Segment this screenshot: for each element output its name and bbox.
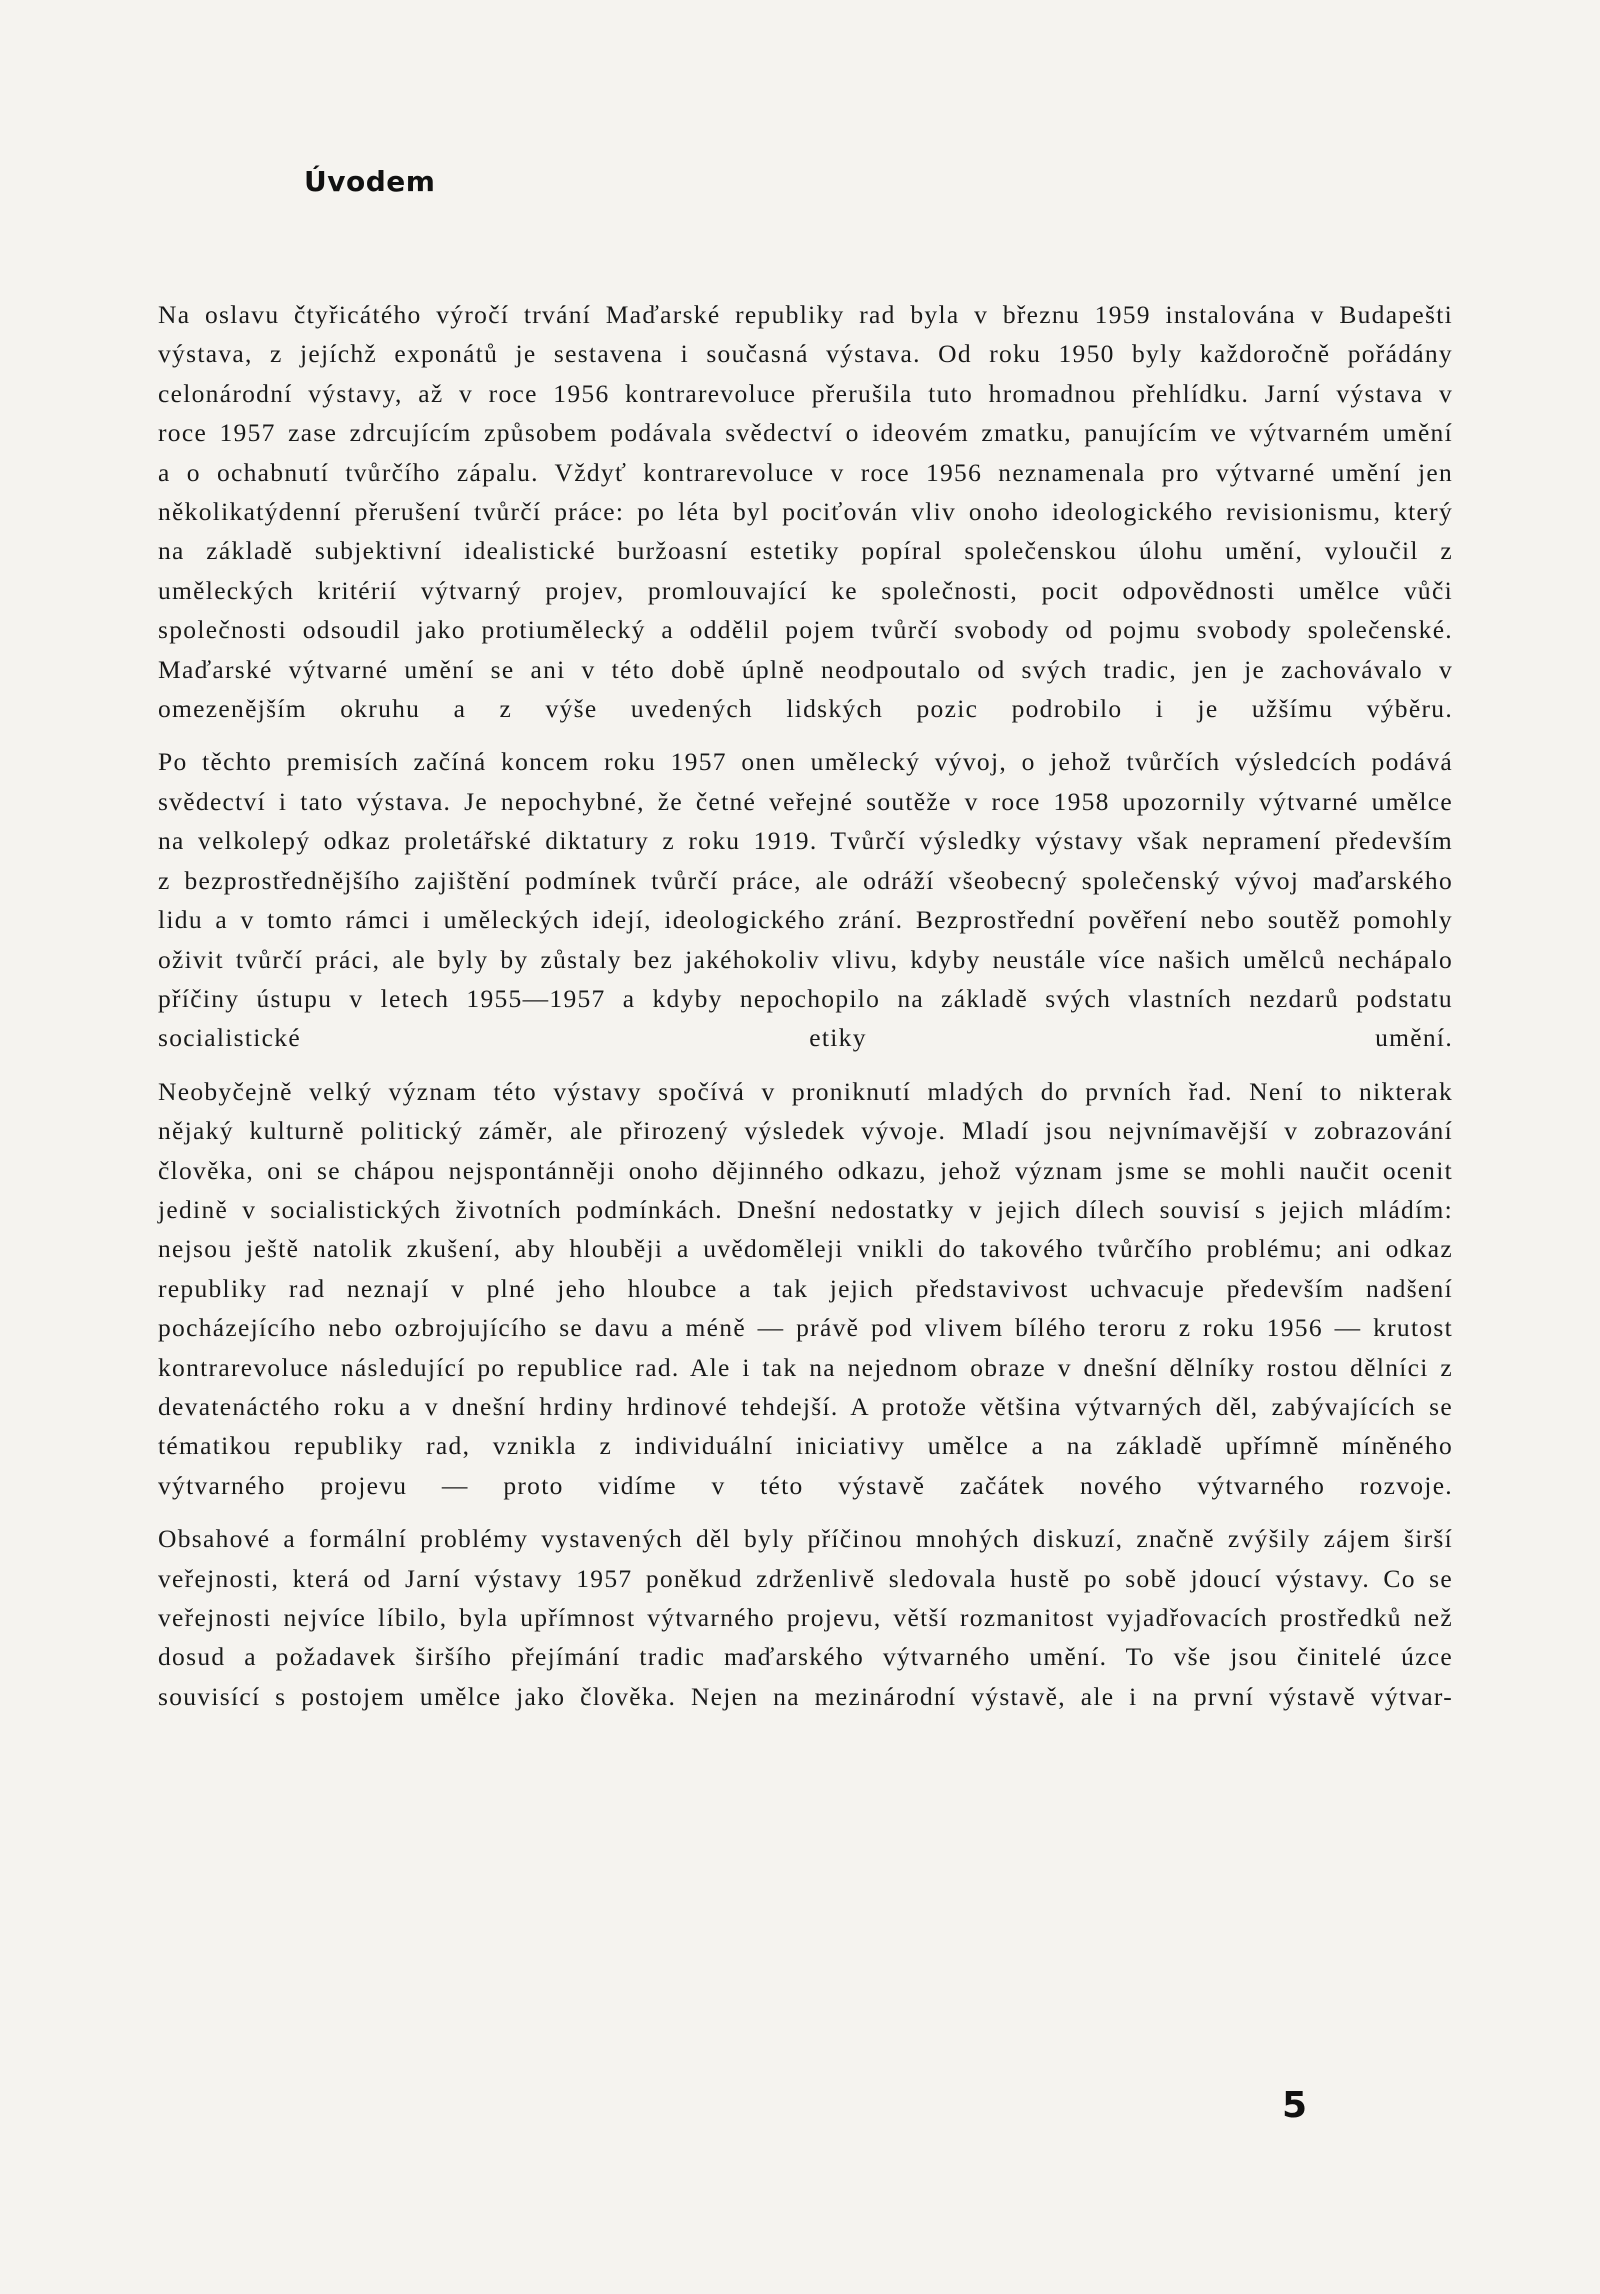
paragraph: Po těchto premisích začíná koncem roku 1957 onen umělecký vývoj, o jehož tvůrčích výsledcích podává svědectví i tato výstava. Je nepochybné, že četné veřejné soutěže v roce 1958 upozornily výtvarné umělce na velkolepý odkaz proletářské diktatury z roku 1919. Tvůrčí výsledky výstavy však nepramení především z bezprostřednějšího zajištění podmínek tvůrčí práce, ale odráží všeobecný společenský vývoj maďarského lidu a v tomto rámci i uměleckých idejí, ideologického zrání. Bezprostřední pověření nebo soutěž pomohly oživit tvůrčí práci, ale byly by zůstaly bez jakéhokoliv vlivu, kdyby neustále více našich umělců nechápalo příčiny ústupu v letech 1955—1957 a kdyby nepochopilo na základě svých vlastních nezdarů podstatu socialistické etiky umění. <box>158 747 1453 1053</box>
paragraph: Neobyčejně velký význam této výstavy spočívá v proniknutí mladých do prvních řad. Není to nikterak nějaký kulturně politický záměr, ale přirozený výsledek vývoje. Mladí jsou nejvnímavější v zobrazování člověka, oni se chápou nejspontánněji onoho dějinného odkazu, jehož význam jsme se mohli naučit ocenit jedině v socialistických životních podmínkách. Dnešní nedostatky v jejich dílech souvisí s jejich mládím: nejsou ještě natolik zkušení, aby hlouběji a uvědoměleji vnikli do takového tvůrčího problému; ani odkaz republiky rad neznají v plné jeho hloubce a tak jejich představivost uchvacuje především nadšení pocházejícího nebo ozbrojujícího se davu a méně — právě pod vlivem bílého teroru z roku 1956 — krutost kontrarevoluce následující po republice rad. Ale i tak na nejednom obraze v dnešní dělníky rostou dělníci z devatenáctého roku a v dnešní hrdiny hrdinové tehdejší. A protože většina výtvarných děl, zabývajících se tématikou republiky rad, vznikla z individuální iniciativy umělce a na základě upřímně míněného výtvarného projevu — proto vidíme v této výstavě začátek nového výtvarného rozvoje. <box>158 1076 1453 1500</box>
paragraph: Na oslavu čtyřicátého výročí trvání Maďarské republiky rad byla v březnu 1959 instalována v Budapešti výstava, z jejíchž exponátů je sestavena i současná výstava. Od roku 1950 byly každoročně pořádány celonárodní výstavy, až v roce 1956 kontrarevoluce přerušila tuto hromadnou přehlídku. Jarní výstava v roce 1957 zase zdrcujícím způsobem podávala svědectví o ideovém zmatku, panujícím ve výtvarném umění a o ochabnutí tvůrčího zápalu. Vždyť kontrarevoluce v roce 1956 neznamenala pro výtvarné umění jen několikatýdenní přerušení tvůrčí práce: po léta byl pociťován vliv onoho ideologického revisionismu, který na základě subjektivní idealistické buržoasní estetiky popíral společenskou úlohu umění, vyloučil z uměleckých kritérií výtvarný projev, promlouvající ke společnosti, pocit odpovědnosti umělce vůči společnosti odsoudil jako protiumělecký a oddělil pojem tvůrčí svobody od pojmu svobody společenské. Maďarské výtvarné umění se ani v této době úplně neodpoutalo od svých tradic, jen je zachovávalo v omezenějším okruhu a z výše uvedených lidských pozic podrobilo i je užšímu výběru. <box>158 300 1453 724</box>
body-text <box>158 295 1453 1716</box>
page-title: Úvodem <box>304 165 436 198</box>
page-number: 5 <box>1282 2085 1308 2126</box>
paragraph: Obsahové a formální problémy vystavených děl byly příčinou mnohých diskuzí, značně zvýšily zájem širší veřejnosti, která od Jarní výstavy 1957 poněkud zdrženlivě sledovala hustě po sobě jdoucí výstavy. Co se veřejnosti nejvíce líbilo, byla upřímnost výtvarného projevu, větší rozmanitost vyjadřovacích prostředků než dosud a požadavek širšího přejímání tradic maďarského výtvarného umění. To vše jsou činitelé úzce souvisící s postojem umělce jako člověka. Nejen na mezinárodní výstavě, ale i na první výstavě výtvar- <box>158 1524 1453 1711</box>
